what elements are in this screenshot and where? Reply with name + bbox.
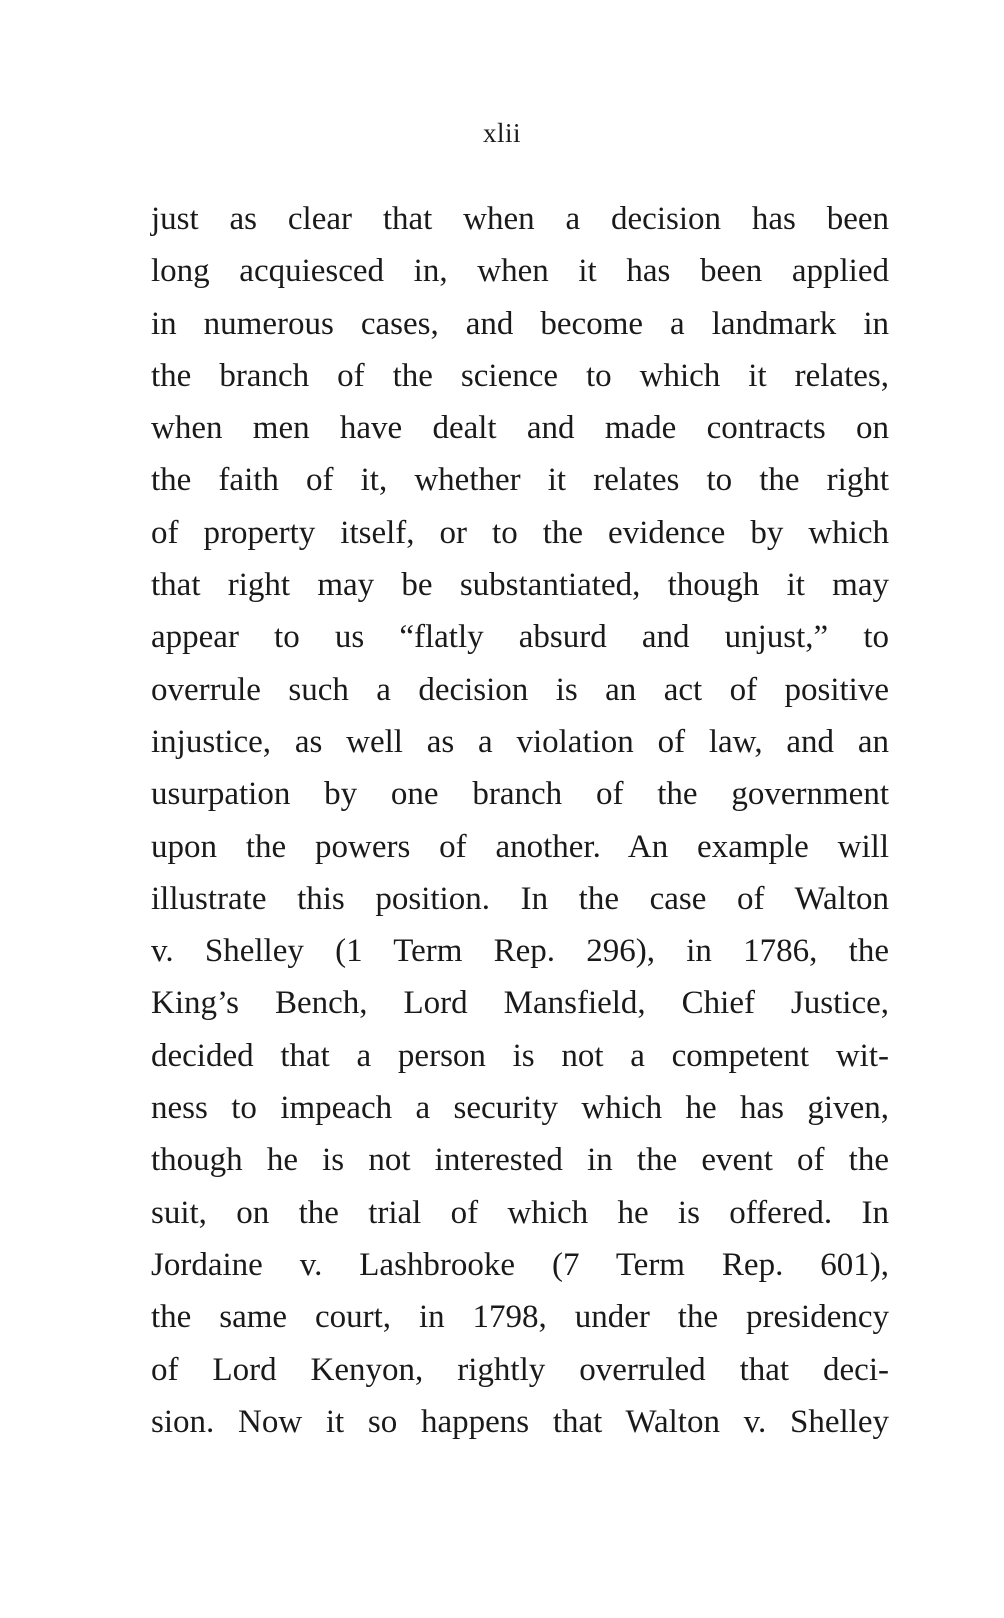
text-line: when men have dealt and made contracts on: [151, 410, 889, 447]
text-line: of Lord Kenyon, rightly overruled that deci-: [151, 1351, 889, 1388]
text-line: of property itself, or to the evidence by which: [151, 514, 889, 551]
text-line: just as clear that when a decision has been: [151, 201, 889, 237]
text-line: King’s Bench, Lord Mansfield, Chief Justice,: [151, 985, 889, 1022]
text-line: sion. Now it so happens that Walton v. Shelley: [151, 1403, 889, 1440]
text-line: the faith of it, whether it relates to the right: [151, 462, 889, 499]
text-line: the branch of the science to which it relates,: [151, 357, 889, 394]
text-line: injustice, as well as a violation of law, and an: [151, 723, 889, 760]
text-line: that right may be substantiated, though it may: [151, 567, 889, 604]
text-line: appear to us “flatly absurd and unjust,” to: [151, 619, 889, 656]
text-line: illustrate this position. In the case of Walton: [151, 880, 889, 917]
text-line: v. Shelley (1 Term Rep. 296), in 1786, the: [151, 933, 889, 970]
text-line: ness to impeach a security which he has given,: [151, 1090, 889, 1127]
text-line: in numerous cases, and become a landmark in: [151, 305, 889, 342]
body-text: [151, 193, 889, 1448]
text-line: Jordaine v. Lashbrooke (7 Term Rep. 601),: [151, 1246, 889, 1283]
text-line: upon the powers of another. An example will: [151, 828, 889, 865]
text-line: suit, on the trial of which he is offered. In: [151, 1194, 889, 1231]
text-line: though he is not interested in the event of the: [151, 1142, 889, 1179]
text-line: the same court, in 1798, under the presidency: [151, 1299, 889, 1336]
text-line: decided that a person is not a competent wit-: [151, 1037, 889, 1074]
text-line: overrule such a decision is an act of positive: [151, 671, 889, 708]
text-line: usurpation by one branch of the government: [151, 776, 889, 813]
page-number: xlii: [482, 118, 521, 148]
text-line: long acquiesced in, when it has been applied: [151, 253, 889, 290]
